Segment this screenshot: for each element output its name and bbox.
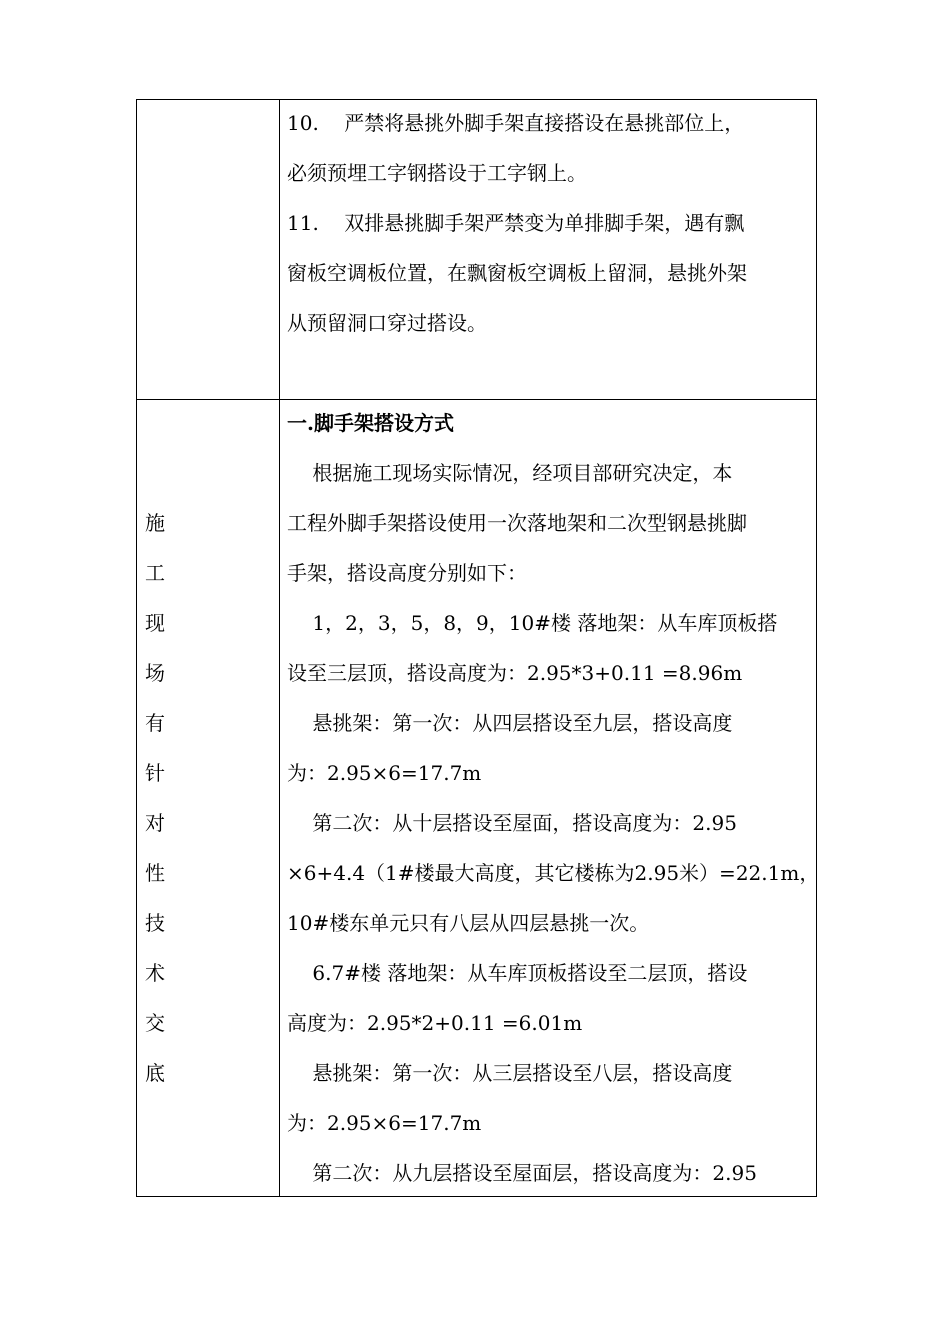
label-char: 对 bbox=[145, 811, 165, 835]
label-char: 针 bbox=[145, 761, 165, 785]
row2-line: 1，2，3，5，8，9，10#楼 落地架：从车库顶板搭 bbox=[287, 611, 778, 635]
column-divider bbox=[279, 100, 280, 1196]
row1-line: 窗板空调板位置，在飘窗板空调板上留洞，悬挑外架 bbox=[287, 261, 747, 285]
label-char: 性 bbox=[145, 861, 165, 885]
row2-line: 为：2.95×6=17.7m bbox=[287, 761, 482, 785]
label-char: 施 bbox=[145, 511, 165, 535]
row2-line: 10#楼东单元只有八层从四层悬挑一次。 bbox=[287, 911, 650, 935]
row2-line: 工程外脚手架搭设使用一次落地架和二次型钢悬挑脚 bbox=[287, 511, 747, 535]
row2-line: 设至三层顶，搭设高度为：2.95*3+0.11 =8.96m bbox=[287, 661, 743, 685]
row1-line: 10. 严禁将悬挑外脚手架直接搭设在悬挑部位上， bbox=[287, 111, 745, 135]
row-divider bbox=[137, 399, 816, 400]
row1-line: 11. 双排悬挑脚手架严禁变为单排脚手架，遇有飘 bbox=[287, 211, 745, 235]
disclosure-table bbox=[136, 99, 820, 1197]
row2-line: 根据施工现场实际情况，经项目部研究决定，本 bbox=[287, 461, 733, 485]
label-char: 术 bbox=[145, 961, 165, 985]
row2-line: 悬挑架：第一次：从三层搭设至八层，搭设高度 bbox=[287, 1061, 733, 1085]
row2-line: 手架，搭设高度分别如下： bbox=[287, 561, 527, 585]
row2-line: ×6+4.4（1#楼最大高度，其它楼栋为2.95米）=22.1m， bbox=[287, 861, 820, 885]
label-char: 有 bbox=[145, 711, 165, 735]
row1-line: 从预留洞口穿过搭设。 bbox=[287, 311, 487, 335]
row2-line: 悬挑架：第一次：从四层搭设至九层，搭设高度 bbox=[287, 711, 733, 735]
row2-line: 高度为：2.95*2+0.11 =6.01m bbox=[287, 1011, 583, 1035]
row2-line: 6.7#楼 落地架：从车库顶板搭设至二层顶，搭设 bbox=[287, 961, 748, 985]
label-char: 工 bbox=[145, 561, 165, 585]
label-char: 技 bbox=[145, 911, 165, 935]
row2-line: 第二次：从十层搭设至屋面，搭设高度为：2.95 bbox=[287, 811, 737, 835]
row2-line: 为：2.95×6=17.7m bbox=[287, 1111, 482, 1135]
label-char: 现 bbox=[145, 611, 165, 635]
row2-line: 第二次：从九层搭设至屋面层，搭设高度为：2.95 bbox=[287, 1161, 757, 1185]
label-char: 场 bbox=[145, 661, 165, 685]
label-char: 交 bbox=[145, 1011, 165, 1035]
section-heading: 一.脚手架搭设方式 bbox=[287, 411, 454, 435]
row1-line: 必须预埋工字钢搭设于工字钢上。 bbox=[287, 161, 587, 185]
label-char: 底 bbox=[145, 1061, 165, 1085]
